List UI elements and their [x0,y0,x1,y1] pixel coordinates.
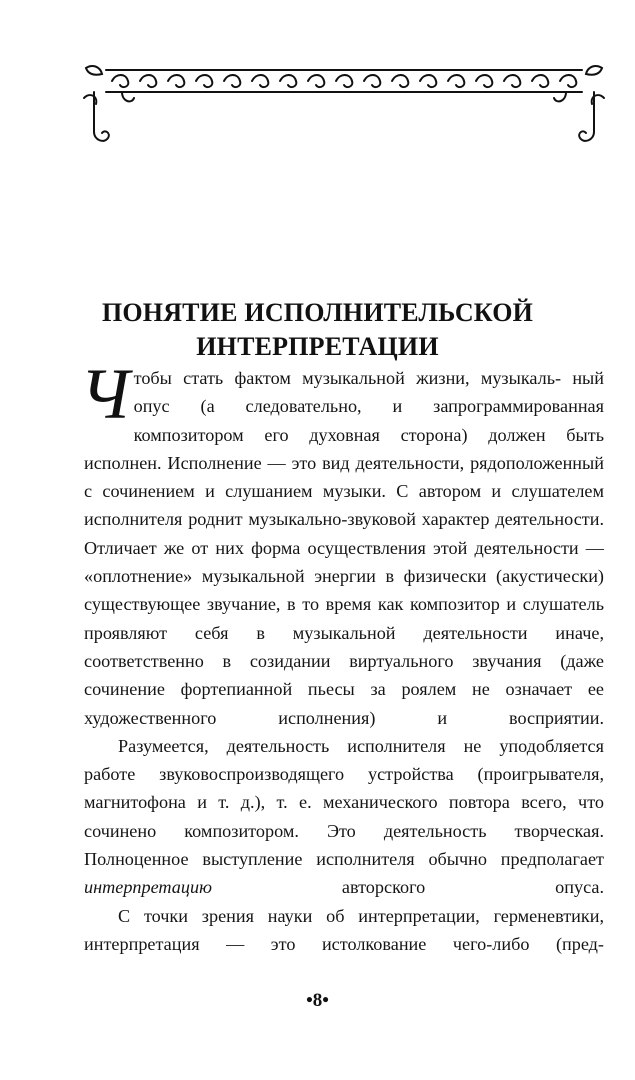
title-line-2: ИНТЕРПРЕТАЦИИ [196,332,439,361]
paragraph-2-text: Разумеется, деятельность исполнителя не уподобляется работе звуковоспроизводящего устройства (проигрывателя, магнитофона и т. д.), т. е. механического повтора всего, что сочинено композитором. Это деятельность творческая. Полноценное выступление исполнителя обычно предполагает [84,735,604,870]
decorative-header-ornament-icon [82,62,606,148]
paragraph-3 [84,902,604,959]
paragraph-2-emphasis: интерпретацию [84,877,212,898]
paragraph-1-text: ный опус (а следовательно, и запрограммированная композитором его духовная сторона) должен быть исполнен. Исполнение — это вид деятельности, рядоположенный с сочинением и слушанием музыки. С автором и слушателем исполнителя роднит музыкально-звуковой характер деятельности. Отличает же от них форма осуществления этой деятельности — «оплотнение» музыкальной энергии в физически (акустически) существующее звучание, в то время как композитор и слушатель проявляют себя в музыкальной деятельности иначе, соответственно в созидании виртуального звучания (даже сочинение фортепианной пьесы за роялем не означает ее художественного исполнения) и восприятии. [84,368,604,728]
title-line-1: ПОНЯТИЕ ИСПОЛНИТЕЛЬСКОЙ [101,298,534,327]
drop-cap: Ч [80,354,130,434]
paragraph-1 [80,354,604,732]
body-text [80,354,604,958]
paragraph-1-first-line: тобы стать фактом музыкальной жизни, музыкаль- [133,368,562,388]
page-number: •8• [306,990,329,1011]
paragraph-3-text: С точки зрения науки об интерпретации, герменевтики, интерпретация — это истолкование чего-либо (пред- [84,905,604,954]
paragraph-2 [84,732,604,902]
paragraph-2-tail: авторского опуса. [211,877,604,898]
